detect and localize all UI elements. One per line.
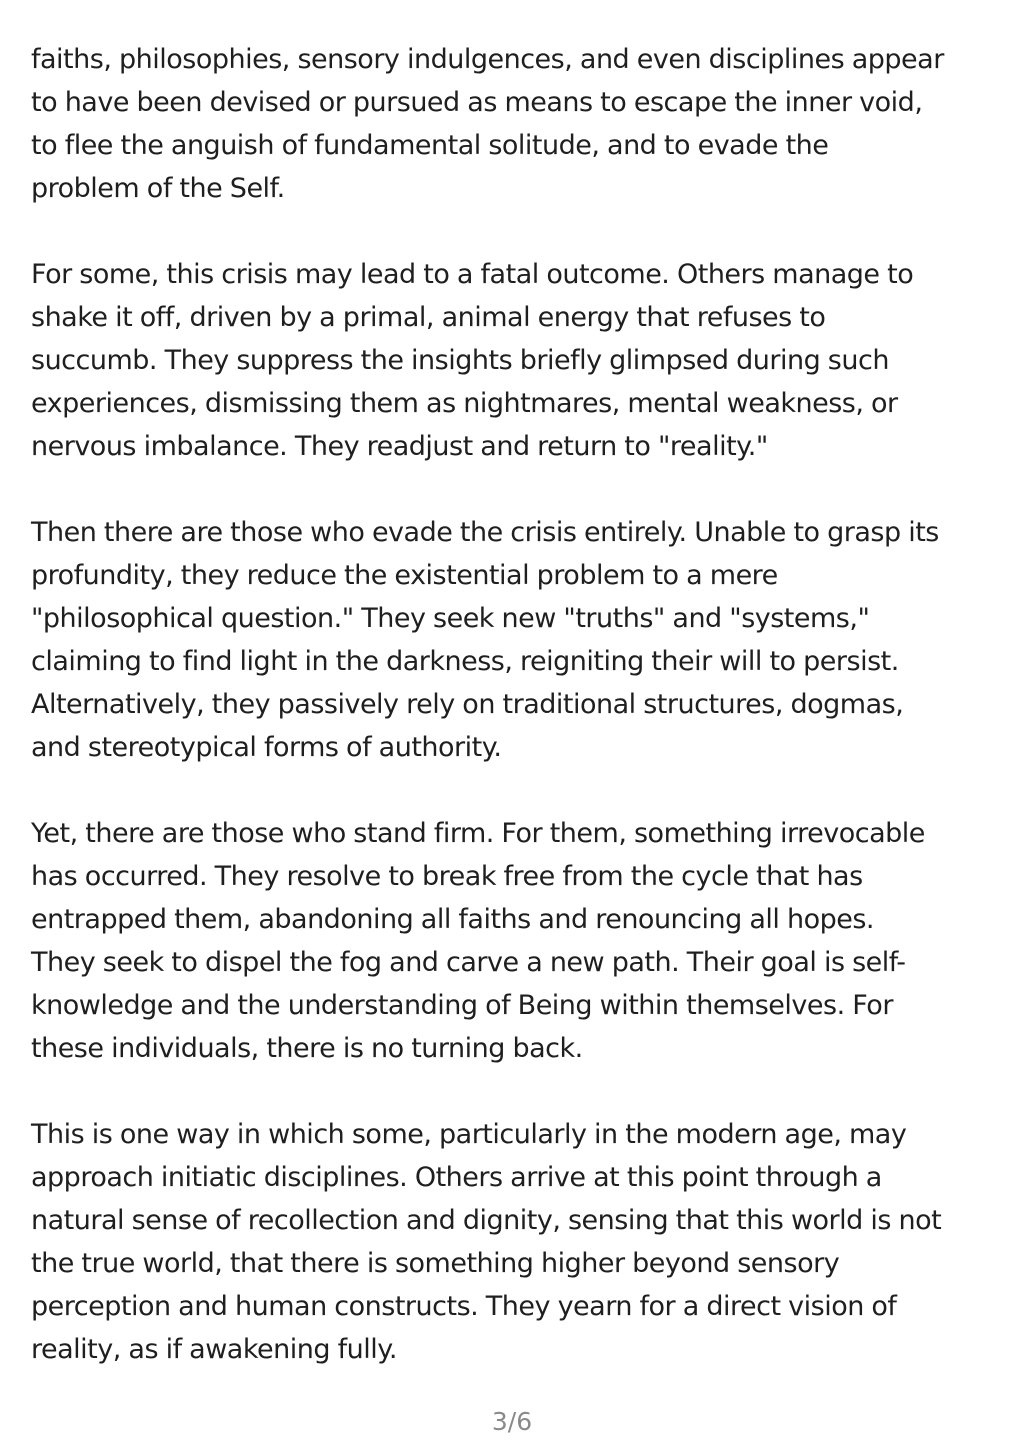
paragraph: This is one way in which some, particularly in the modern age, may approach initiatic disciplines. Others arrive at this point through a natural sense of recollection and dignity, sensing that this world is not the true world, that there is something higher beyond sensory perception and human constructs. They yearn for a direct vision of reality, as if awakening fully. xyxy=(31,1119,942,1365)
paragraph: Then there are those who evade the crisis entirely. Unable to grasp its profundity, they reduce the existential problem to a mere "philosophical question." They seek new "truths" and "systems," claiming to find light in the darkness, reigniting their will to persist. Alternatively, they passively rely on traditional structures, dogmas, and stereotypical forms of authority. xyxy=(31,517,939,763)
paragraph: For some, this crisis may lead to a fatal outcome. Others manage to shake it off, driven by a primal, animal energy that refuses to succumb. They suppress the insights briefly glimpsed during such experiences, dismissing them as nightmares, mental weakness, or nervous imbalance. They readjust and return to "reality." xyxy=(31,259,914,462)
paragraph: faiths, philosophies, sensory indulgences, and even disciplines appear to have been devised or pursued as means to escape the inner void, to flee the anguish of fundamental solitude, and to evade the problem of the Self. xyxy=(31,44,944,204)
document-body xyxy=(31,38,1001,1414)
page-indicator: 3/6 xyxy=(491,1407,533,1436)
paragraph: Yet, there are those who stand firm. For them, something irrevocable has occurred. They resolve to break free from the cycle that has entrapped them, abandoning all faiths and renouncing all hopes. They seek to dispel the fog and carve a new path. Their goal is self- knowledge and the understanding of Being within themselves. For these individuals, there is no turning back. xyxy=(31,818,925,1064)
